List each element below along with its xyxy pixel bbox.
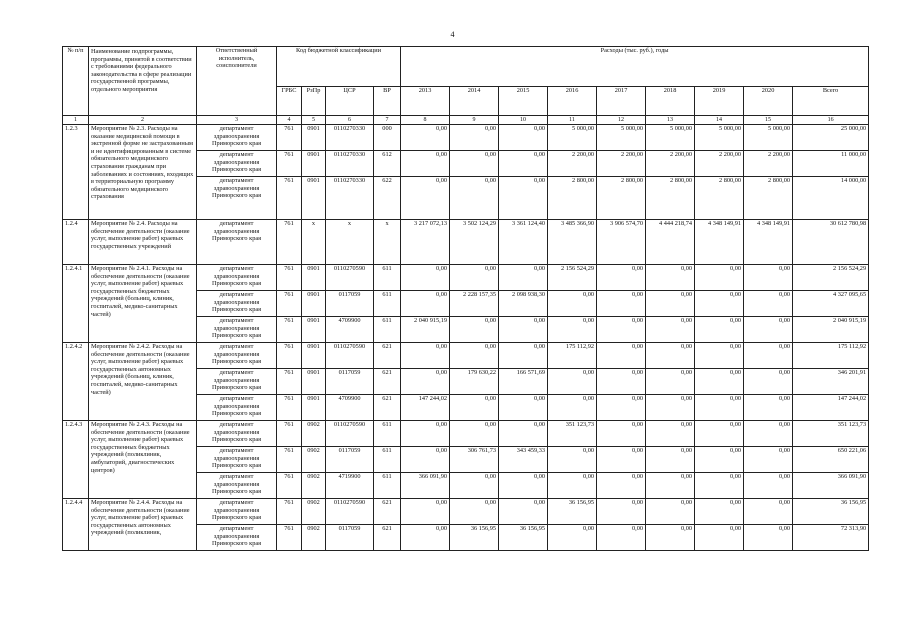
- year-value: 0,00: [597, 447, 646, 473]
- code-grbs: 761: [277, 291, 302, 317]
- year-value: 0,00: [744, 421, 793, 447]
- measure-name: Мероприятие № 2.4.2. Расходы на обеспечение деятельности (оказание услуг, выполнение работ) краевых государственных автономных учреждений (больниц, клиник, госпиталей, медико-санитарных частей): [89, 343, 197, 421]
- code-csr: 4719900: [326, 473, 374, 499]
- code-grbs: 761: [277, 343, 302, 369]
- code-rzpr: 0902: [302, 447, 326, 473]
- code-vr: 621: [374, 395, 401, 421]
- year-value: 0,00: [450, 265, 499, 291]
- code-vr: 621: [374, 369, 401, 395]
- year-value: 0,00: [597, 395, 646, 421]
- budget-table: [62, 46, 869, 551]
- table-row: [63, 343, 869, 369]
- column-number: 4: [277, 116, 302, 125]
- code-vr: 621: [374, 499, 401, 525]
- column-number: 14: [695, 116, 744, 125]
- year-value: 0,00: [401, 125, 450, 151]
- year-value: 0,00: [401, 369, 450, 395]
- code-rzpr: 0901: [302, 369, 326, 395]
- year-value: 0,00: [499, 395, 548, 421]
- column-number: 3: [197, 116, 277, 125]
- year-value: 0,00: [499, 473, 548, 499]
- code-csr: x: [326, 220, 374, 265]
- responsible-executor: департамент здравоохранения Приморского края: [197, 177, 277, 220]
- year-value: 3 485 366,90: [548, 220, 597, 265]
- year-value: 0,00: [401, 447, 450, 473]
- header-year: 2013: [401, 87, 450, 116]
- code-grbs: 761: [277, 499, 302, 525]
- year-value: 179 630,22: [450, 369, 499, 395]
- code-vr: 000: [374, 125, 401, 151]
- table-row: [63, 421, 869, 447]
- year-value: 0,00: [499, 265, 548, 291]
- year-value: 2 200,00: [548, 151, 597, 177]
- code-csr: 4709900: [326, 395, 374, 421]
- responsible-executor: департамент здравоохранения Приморского края: [197, 220, 277, 265]
- total-value: 30 612 780,98: [793, 220, 869, 265]
- year-value: 0,00: [450, 343, 499, 369]
- year-value: 0,00: [450, 499, 499, 525]
- header-budget-col: ГРБС: [277, 87, 302, 116]
- year-value: 5 000,00: [646, 125, 695, 151]
- code-rzpr: 0902: [302, 525, 326, 551]
- year-value: 2 800,00: [646, 177, 695, 220]
- measure-name: Мероприятие № 2.3. Расходы на оказание медицинской помощи в экстренной форме не застрахованным и не идентифицированным в системе обязательного медицинского страхования гражданам при заболеваниях и состояниях, входящих в территориальную программу обязательного медицинского страхования: [89, 125, 197, 220]
- year-value: 0,00: [499, 317, 548, 343]
- code-vr: 611: [374, 291, 401, 317]
- year-value: 0,00: [695, 395, 744, 421]
- year-value: 2 040 915,19: [401, 317, 450, 343]
- year-value: 2 800,00: [597, 177, 646, 220]
- code-csr: 4709900: [326, 317, 374, 343]
- code-vr: 621: [374, 525, 401, 551]
- year-value: 36 156,95: [499, 525, 548, 551]
- code-rzpr: 0901: [302, 125, 326, 151]
- year-value: 0,00: [597, 499, 646, 525]
- total-value: 72 313,90: [793, 525, 869, 551]
- row-number: 1.2.4.4: [63, 499, 89, 551]
- code-vr: 611: [374, 421, 401, 447]
- year-value: 166 571,69: [499, 369, 548, 395]
- year-value: 2 200,00: [695, 151, 744, 177]
- responsible-executor: департамент здравоохранения Приморского края: [197, 265, 277, 291]
- code-vr: 611: [374, 317, 401, 343]
- total-value: 14 000,00: [793, 177, 869, 220]
- year-value: 2 228 157,35: [450, 291, 499, 317]
- code-grbs: 761: [277, 151, 302, 177]
- responsible-executor: департамент здравоохранения Приморского края: [197, 125, 277, 151]
- year-value: 5 000,00: [695, 125, 744, 151]
- year-value: 343 459,33: [499, 447, 548, 473]
- year-value: 0,00: [695, 447, 744, 473]
- year-value: 0,00: [450, 151, 499, 177]
- total-value: 346 201,91: [793, 369, 869, 395]
- responsible-executor: департамент здравоохранения Приморского края: [197, 447, 277, 473]
- responsible-executor: департамент здравоохранения Приморского края: [197, 343, 277, 369]
- code-rzpr: 0902: [302, 499, 326, 525]
- total-value: 650 221,06: [793, 447, 869, 473]
- year-value: 0,00: [646, 395, 695, 421]
- column-number: 8: [401, 116, 450, 125]
- code-vr: 612: [374, 151, 401, 177]
- total-value: 175 112,92: [793, 343, 869, 369]
- code-rzpr: 0901: [302, 265, 326, 291]
- code-csr: 0117059: [326, 369, 374, 395]
- responsible-executor: департамент здравоохранения Приморского края: [197, 525, 277, 551]
- year-value: 0,00: [695, 473, 744, 499]
- column-number: 12: [597, 116, 646, 125]
- year-value: 0,00: [597, 291, 646, 317]
- header-year: 2019: [695, 87, 744, 116]
- code-csr: 0117059: [326, 291, 374, 317]
- header-year: 2018: [646, 87, 695, 116]
- year-value: 5 000,00: [548, 125, 597, 151]
- total-value: 366 091,90: [793, 473, 869, 499]
- code-grbs: 761: [277, 421, 302, 447]
- responsible-executor: департамент здравоохранения Приморского края: [197, 291, 277, 317]
- column-number: 15: [744, 116, 793, 125]
- year-value: 0,00: [548, 291, 597, 317]
- responsible-executor: департамент здравоохранения Приморского края: [197, 421, 277, 447]
- table-row: [63, 499, 869, 525]
- year-value: 2 200,00: [646, 151, 695, 177]
- year-value: 0,00: [646, 499, 695, 525]
- year-value: 0,00: [646, 473, 695, 499]
- year-value: 0,00: [548, 317, 597, 343]
- year-value: 0,00: [646, 447, 695, 473]
- year-value: 0,00: [450, 177, 499, 220]
- code-vr: 611: [374, 447, 401, 473]
- year-value: 0,00: [695, 525, 744, 551]
- year-value: 3 217 072,13: [401, 220, 450, 265]
- year-value: 0,00: [548, 525, 597, 551]
- year-value: 0,00: [744, 499, 793, 525]
- year-value: 2 800,00: [744, 177, 793, 220]
- year-value: 0,00: [646, 369, 695, 395]
- header-spend-group: Расходы (тыс. руб.), годы: [401, 47, 869, 87]
- year-value: 0,00: [548, 473, 597, 499]
- responsible-executor: департамент здравоохранения Приморского края: [197, 151, 277, 177]
- column-number: 6: [326, 116, 374, 125]
- year-value: 0,00: [744, 291, 793, 317]
- code-grbs: 761: [277, 447, 302, 473]
- code-vr: 621: [374, 343, 401, 369]
- year-value: 0,00: [695, 291, 744, 317]
- year-value: 0,00: [597, 265, 646, 291]
- year-value: 0,00: [744, 395, 793, 421]
- code-csr: 0110270330: [326, 125, 374, 151]
- year-value: 0,00: [695, 499, 744, 525]
- year-value: 0,00: [450, 395, 499, 421]
- row-number: 1.2.4.3: [63, 421, 89, 499]
- column-number: 16: [793, 116, 869, 125]
- code-csr: 0110270590: [326, 265, 374, 291]
- total-value: 36 156,95: [793, 499, 869, 525]
- code-grbs: 761: [277, 473, 302, 499]
- year-value: 2 200,00: [744, 151, 793, 177]
- year-value: 0,00: [548, 447, 597, 473]
- header-year: 2014: [450, 87, 499, 116]
- total-value: 351 123,73: [793, 421, 869, 447]
- year-value: 3 361 124,40: [499, 220, 548, 265]
- measure-name: Мероприятие № 2.4.4. Расходы на обеспечение деятельности (оказание услуг, выполнение работ) краевых государственных автономных учреждений (поликлиник,: [89, 499, 197, 551]
- year-value: 0,00: [401, 265, 450, 291]
- header-budget-col: ЦСР: [326, 87, 374, 116]
- year-value: 0,00: [450, 125, 499, 151]
- year-value: 0,00: [499, 151, 548, 177]
- year-value: 5 000,00: [597, 125, 646, 151]
- year-value: 36 156,95: [450, 525, 499, 551]
- responsible-executor: департамент здравоохранения Приморского края: [197, 395, 277, 421]
- header-year: Всего: [793, 87, 869, 116]
- year-value: 0,00: [401, 421, 450, 447]
- row-number: 1.2.4.2: [63, 343, 89, 421]
- year-value: 2 800,00: [695, 177, 744, 220]
- year-value: 0,00: [401, 291, 450, 317]
- code-vr: 611: [374, 473, 401, 499]
- code-rzpr: x: [302, 220, 326, 265]
- year-value: 0,00: [744, 447, 793, 473]
- table-row: [63, 125, 869, 151]
- year-value: 0,00: [499, 125, 548, 151]
- column-number: 9: [450, 116, 499, 125]
- year-value: 0,00: [744, 473, 793, 499]
- header-year: 2017: [597, 87, 646, 116]
- responsible-executor: департамент здравоохранения Приморского края: [197, 499, 277, 525]
- code-csr: 0110270590: [326, 499, 374, 525]
- year-value: 0,00: [597, 343, 646, 369]
- header-responsible: Ответственный исполнитель, соисполнители: [197, 47, 277, 116]
- row-number: 1.2.4: [63, 220, 89, 265]
- code-csr: 0110270590: [326, 343, 374, 369]
- year-value: 0,00: [695, 369, 744, 395]
- year-value: 0,00: [499, 499, 548, 525]
- code-vr: 611: [374, 265, 401, 291]
- year-value: 0,00: [744, 343, 793, 369]
- year-value: 0,00: [499, 421, 548, 447]
- column-number: 11: [548, 116, 597, 125]
- year-value: 4 348 149,91: [744, 220, 793, 265]
- year-value: 351 123,73: [548, 421, 597, 447]
- year-value: 3 502 124,29: [450, 220, 499, 265]
- year-value: 0,00: [597, 317, 646, 343]
- year-value: 0,00: [401, 499, 450, 525]
- year-value: 0,00: [695, 265, 744, 291]
- total-value: 147 244,02: [793, 395, 869, 421]
- code-rzpr: 0901: [302, 151, 326, 177]
- code-csr: 0117059: [326, 447, 374, 473]
- year-value: 0,00: [646, 291, 695, 317]
- code-rzpr: 0901: [302, 395, 326, 421]
- year-value: 0,00: [597, 473, 646, 499]
- responsible-executor: департамент здравоохранения Приморского края: [197, 369, 277, 395]
- code-csr: 0110270330: [326, 177, 374, 220]
- code-csr: 0117059: [326, 525, 374, 551]
- year-value: 0,00: [744, 317, 793, 343]
- measure-name: Мероприятие № 2.4.3. Расходы на обеспечение деятельности (оказание услуг, выполнение работ) краевых государственных бюджетных учреждений (поликлиник, амбулаторий, диагностических центров): [89, 421, 197, 499]
- header-year: 2020: [744, 87, 793, 116]
- year-value: 36 156,95: [548, 499, 597, 525]
- code-rzpr: 0902: [302, 421, 326, 447]
- year-value: 0,00: [695, 317, 744, 343]
- responsible-executor: департамент здравоохранения Приморского края: [197, 473, 277, 499]
- year-value: 0,00: [597, 525, 646, 551]
- year-value: 0,00: [401, 151, 450, 177]
- row-number: 1.2.3: [63, 125, 89, 220]
- year-value: 0,00: [695, 421, 744, 447]
- year-value: 0,00: [401, 343, 450, 369]
- year-value: 0,00: [744, 525, 793, 551]
- code-vr: x: [374, 220, 401, 265]
- table-row: [63, 265, 869, 291]
- year-value: 0,00: [646, 525, 695, 551]
- header-budget-col: ВР: [374, 87, 401, 116]
- year-value: 2 200,00: [597, 151, 646, 177]
- code-grbs: 761: [277, 125, 302, 151]
- year-value: 4 348 149,91: [695, 220, 744, 265]
- year-value: 175 112,92: [548, 343, 597, 369]
- total-value: 2 156 524,29: [793, 265, 869, 291]
- code-rzpr: 0901: [302, 317, 326, 343]
- year-value: 0,00: [401, 525, 450, 551]
- code-grbs: 761: [277, 369, 302, 395]
- code-vr: 622: [374, 177, 401, 220]
- year-value: 0,00: [450, 473, 499, 499]
- year-value: 0,00: [597, 421, 646, 447]
- code-rzpr: 0902: [302, 473, 326, 499]
- year-value: 2 098 938,30: [499, 291, 548, 317]
- table-row: [63, 220, 869, 265]
- code-rzpr: 0901: [302, 343, 326, 369]
- code-grbs: 761: [277, 220, 302, 265]
- responsible-executor: департамент здравоохранения Приморского края: [197, 317, 277, 343]
- year-value: 0,00: [401, 177, 450, 220]
- year-value: 0,00: [450, 317, 499, 343]
- column-number: 1: [63, 116, 89, 125]
- header-year: 2015: [499, 87, 548, 116]
- column-number: 7: [374, 116, 401, 125]
- column-number: 2: [89, 116, 197, 125]
- page-number: 4: [450, 30, 455, 39]
- measure-name: Мероприятие № 2.4. Расходы на обеспечение деятельности (оказание услуг, выполнение работ) краевых государственных учреждений: [89, 220, 197, 265]
- code-csr: 0110270590: [326, 421, 374, 447]
- header-name: Наименование подпрограммы, программы, принятой в соответствии с требованиями федерального законодательства в сфере реализации государственной программы, отдельного мероприятия: [89, 47, 197, 116]
- year-value: 0,00: [695, 343, 744, 369]
- code-grbs: 761: [277, 525, 302, 551]
- year-value: 0,00: [597, 369, 646, 395]
- code-rzpr: 0901: [302, 291, 326, 317]
- year-value: 0,00: [499, 177, 548, 220]
- year-value: 0,00: [646, 421, 695, 447]
- total-value: 11 000,00: [793, 151, 869, 177]
- year-value: 0,00: [744, 265, 793, 291]
- header-year: 2016: [548, 87, 597, 116]
- year-value: 0,00: [646, 317, 695, 343]
- year-value: 0,00: [548, 369, 597, 395]
- total-value: 25 000,00: [793, 125, 869, 151]
- year-value: 0,00: [548, 395, 597, 421]
- year-value: 4 444 218,74: [646, 220, 695, 265]
- total-value: 2 040 915,19: [793, 317, 869, 343]
- code-grbs: 761: [277, 265, 302, 291]
- row-number: 1.2.4.1: [63, 265, 89, 343]
- code-rzpr: 0901: [302, 177, 326, 220]
- header-num: № п/п: [63, 47, 89, 116]
- year-value: 147 244,02: [401, 395, 450, 421]
- year-value: 0,00: [450, 421, 499, 447]
- year-value: 0,00: [646, 265, 695, 291]
- year-value: 2 800,00: [548, 177, 597, 220]
- code-grbs: 761: [277, 395, 302, 421]
- year-value: 3 906 574,70: [597, 220, 646, 265]
- header-budget-group: Код бюджетной классификации: [277, 47, 401, 87]
- column-number: 10: [499, 116, 548, 125]
- year-value: 2 156 524,29: [548, 265, 597, 291]
- header-budget-col: РзПр: [302, 87, 326, 116]
- code-grbs: 761: [277, 317, 302, 343]
- year-value: 0,00: [646, 343, 695, 369]
- year-value: 306 761,73: [450, 447, 499, 473]
- column-number: 5: [302, 116, 326, 125]
- total-value: 4 327 095,65: [793, 291, 869, 317]
- year-value: 0,00: [744, 369, 793, 395]
- measure-name: Мероприятие № 2.4.1. Расходы на обеспечение деятельности (оказание услуг, выполнение работ) краевых государственных бюджетных учреждений (больниц, клиник, госпиталей, медико-санитарных частей): [89, 265, 197, 343]
- year-value: 5 000,00: [744, 125, 793, 151]
- year-value: 366 091,90: [401, 473, 450, 499]
- column-number: 13: [646, 116, 695, 125]
- code-csr: 0110270330: [326, 151, 374, 177]
- year-value: 0,00: [499, 343, 548, 369]
- code-grbs: 761: [277, 177, 302, 220]
